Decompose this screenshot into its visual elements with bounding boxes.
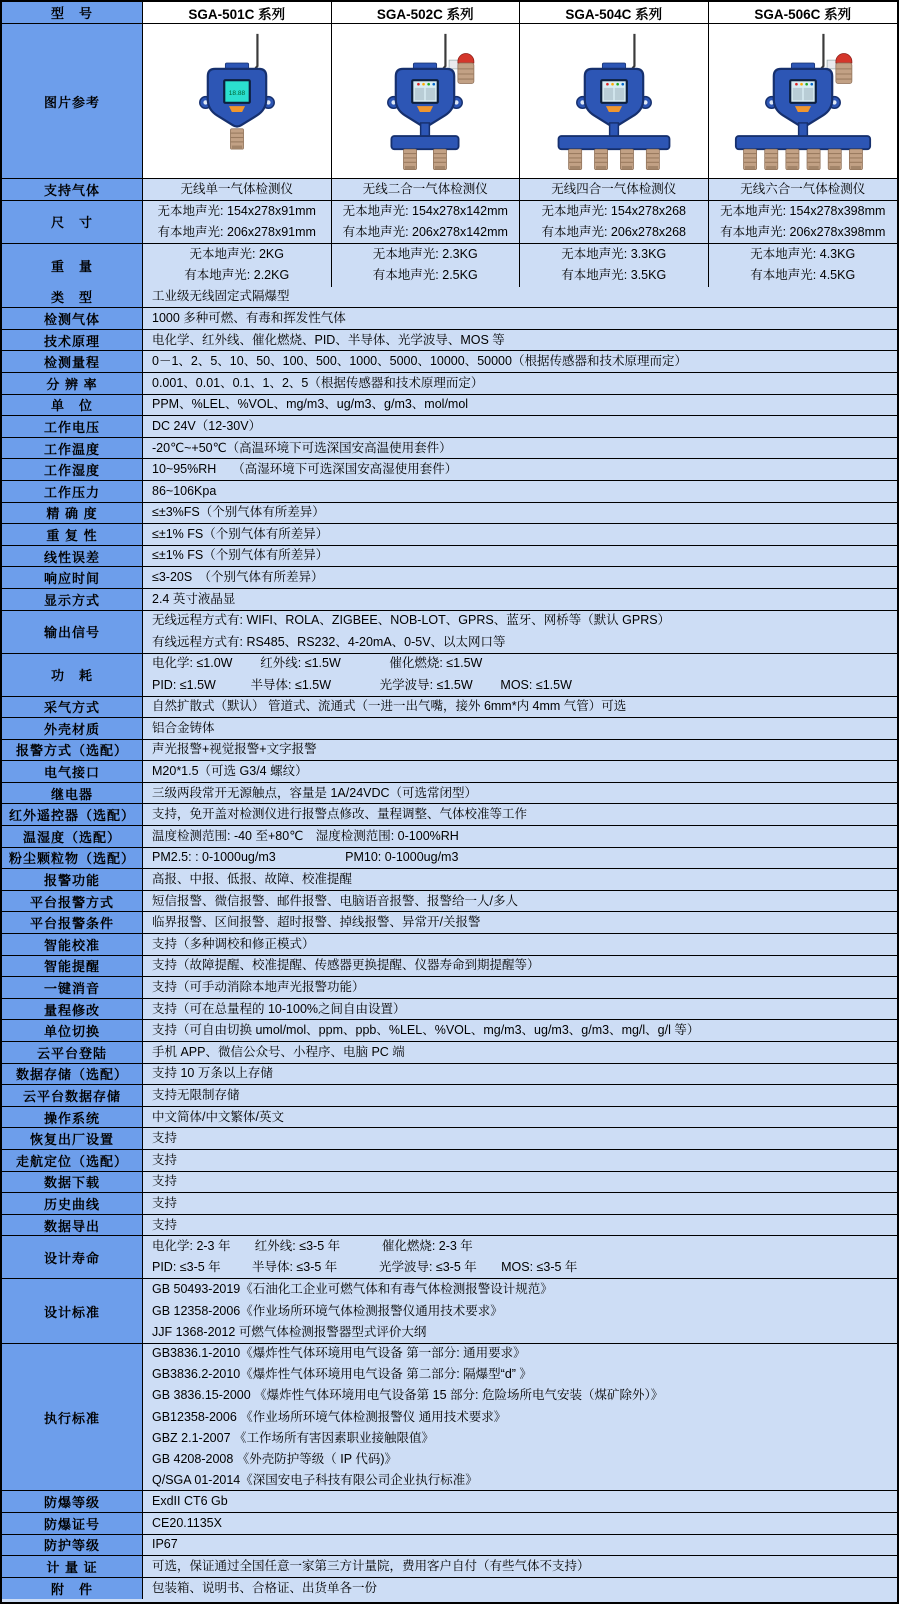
table-row [2, 1236, 897, 1279]
row-value: 无本地声光: 154x278x142mm 有本地声光: 206x278x142mm [332, 201, 521, 243]
gas-detector-illustration [149, 28, 325, 174]
row-label: 智能提醒 [2, 956, 143, 977]
row-value: IP67 [143, 1535, 897, 1556]
table-row [2, 546, 897, 568]
table-row [2, 179, 897, 201]
row-label: 防爆等级 [2, 1491, 143, 1512]
table-row [2, 740, 897, 762]
table-row [2, 330, 897, 352]
row-value: 临界报警、区间报警、超时报警、掉线报警、异常开/关报警 [143, 912, 897, 933]
row-value: 可选，保证通过全国任意一家第三方计量院，费用客户自付（有些气体不支持） [143, 1556, 897, 1577]
row-value: 声光报警+视觉报警+文字报警 [143, 740, 897, 761]
table-row [2, 395, 897, 417]
row-label: 执行标准 [2, 1344, 143, 1491]
table-row [2, 1344, 897, 1492]
row-label: 防护等级 [2, 1535, 143, 1556]
table-row [2, 956, 897, 978]
row-value: 支持 [143, 1150, 897, 1171]
row-label: 工作电压 [2, 416, 143, 437]
table-row [2, 611, 897, 654]
table-row [2, 697, 897, 719]
header-model-sga506c: SGA-506C 系列 [709, 2, 898, 23]
table-row [2, 589, 897, 611]
table-row [2, 999, 897, 1021]
row-value: ExdII CT6 Gb [143, 1491, 897, 1512]
row-label: 工作湿度 [2, 459, 143, 480]
row-value: GB3836.1-2010《爆炸性气体环境用电气设备 第一部分: 通用要求》 GB3836.2-2010《爆炸性气体环境用电气设备 第二部分: 隔爆型“d” 》 GB 3836.15-2000 《爆炸性气体环境用电气设备第 15 部分: 危险场所电气安装（煤矿除外）》 GB12358-2006 《作业场所环境气体检测报警仪 通用技术要求》 GBZ 2.1-2007 《工作场所有害因素职业接触限值》 GB 4208-2008 《外壳防护等级（ IP 代码)》 Q/SGA 01-2014《深国安电子科技有限公司企业执行标准》 [143, 1344, 897, 1491]
row-value: 工业级无线固定式隔爆型 [143, 287, 897, 308]
row-value: 包装箱、说明书、合格证、出货单各一份 [143, 1578, 897, 1600]
row-label: 云平台登陆 [2, 1042, 143, 1063]
row-value: 0.001、0.01、0.1、1、2、5（根据传感器和技术原理而定） [143, 373, 897, 394]
row-value: ≤±1% FS（个别气体有所差异） [143, 524, 897, 545]
row-label: 线性误差 [2, 546, 143, 567]
row-value: 电化学、红外线、催化燃烧、PID、半导体、光学波导、MOS 等 [143, 330, 897, 351]
table-row [2, 934, 897, 956]
row-label: 云平台数据存储 [2, 1085, 143, 1106]
row-value: PPM、%LEL、%VOL、mg/m3、ug/m3、g/m3、mol/mol [143, 395, 897, 416]
table-row [2, 912, 897, 934]
row-label: 报警方式（选配） [2, 740, 143, 761]
table-row [2, 1085, 897, 1107]
gas-detector-illustration [337, 28, 513, 174]
row-label: 设计标准 [2, 1279, 143, 1343]
row-label: 智能校准 [2, 934, 143, 955]
row-value: 三级两段常开无源触点，容量是 1A/24VDC（可选常闭型） [143, 783, 897, 804]
table-row [2, 783, 897, 805]
row-label: 历史曲线 [2, 1193, 143, 1214]
row-value: 温度检测范围: -40 至+80℃ 湿度检测范围: 0-100%RH [143, 826, 897, 847]
row-value: 电化学: 2-3 年 红外线: ≤3-5 年 催化燃烧: 2-3 年 PID: ≤3-5 年 半导体: ≤3-5 年 光学波导: ≤3-5 年 MOS: ≤3-5 年 [143, 1236, 897, 1278]
table-row [2, 718, 897, 740]
row-label: 精 确 度 [2, 503, 143, 524]
image-row-label: 图片参考 [2, 24, 143, 178]
table-row [2, 977, 897, 999]
table-row [2, 1042, 897, 1064]
table-row [2, 416, 897, 438]
row-label: 单 位 [2, 395, 143, 416]
row-label: 检测量程 [2, 351, 143, 372]
row-value: 无线四合一气体检测仪 [520, 179, 709, 200]
row-label: 功 耗 [2, 654, 143, 696]
row-label: 工作温度 [2, 438, 143, 459]
table-row [2, 869, 897, 891]
row-label: 操作系统 [2, 1107, 143, 1128]
row-value: 支持 [143, 1172, 897, 1193]
row-label: 分 辨 率 [2, 373, 143, 394]
row-label: 数据存储（选配） [2, 1064, 143, 1085]
row-label: 输出信号 [2, 611, 143, 653]
row-value: 支持无限制存储 [143, 1085, 897, 1106]
row-value: 无本地声光: 2.3KG 有本地声光: 2.5KG [332, 244, 521, 287]
row-value: 支持（可在总量程的 10-100%之间自由设置） [143, 999, 897, 1020]
image-reference-row [2, 24, 897, 179]
gas-detector-illustration [715, 28, 891, 174]
row-label: 继电器 [2, 783, 143, 804]
row-value: 无本地声光: 154x278x91mm 有本地声光: 206x278x91mm [143, 201, 332, 243]
row-label: 计 量 证 [2, 1556, 143, 1577]
row-label: 单位切换 [2, 1020, 143, 1041]
table-row [2, 201, 897, 244]
row-value: 支持 [143, 1193, 897, 1214]
device-image-sga501c [143, 24, 332, 178]
table-row [2, 1215, 897, 1237]
svg-text:18.88: 18.88 [228, 90, 245, 98]
row-label: 支持气体 [2, 179, 143, 200]
row-value: GB 50493-2019《石油化工企业可燃气体和有毒气体检测报警设计规范》 GB 12358-2006《作业场所环境气体检测报警仪通用技术要求》 JJF 1368-2012 可燃气体检测报警器型式评价大纲 [143, 1279, 897, 1343]
row-label: 平台报警方式 [2, 891, 143, 912]
row-value: ≤±1% FS（个别气体有所差异） [143, 546, 897, 567]
row-label: 一键消音 [2, 977, 143, 998]
table-row [2, 1107, 897, 1129]
row-label: 设计寿命 [2, 1236, 143, 1278]
row-label: 类 型 [2, 287, 143, 308]
table-row [2, 1064, 897, 1086]
row-label: 附 件 [2, 1578, 143, 1600]
row-value: 支持，免开盖对检测仪进行报警点修改、量程调整、气体校准等工作 [143, 804, 897, 825]
row-value: 电化学: ≤1.0W 红外线: ≤1.5W 催化燃烧: ≤1.5W PID: ≤1.5W 半导体: ≤1.5W 光学波导: ≤1.5W MOS: ≤1.5W [143, 654, 897, 696]
table-row [2, 1578, 897, 1600]
table-row [2, 244, 897, 287]
device-image-sga504c [520, 24, 709, 178]
row-label: 恢复出厂设置 [2, 1128, 143, 1149]
row-value: 中文简体/中文繁体/英文 [143, 1107, 897, 1128]
row-value: 短信报警、微信报警、邮件报警、电脑语音报警、报警给一人/多人 [143, 891, 897, 912]
device-image-sga506c [709, 24, 898, 178]
table-row [2, 891, 897, 913]
row-value: 无本地声光: 4.3KG 有本地声光: 4.5KG [709, 244, 898, 287]
table-row [2, 1020, 897, 1042]
row-value: 0－1、2、5、10、50、100、500、1000、5000、10000、50000（根据传感器和技术原理而定） [143, 351, 897, 372]
device-image-sga502c [332, 24, 521, 178]
row-label: 数据下载 [2, 1172, 143, 1193]
table-row [2, 308, 897, 330]
row-label: 防爆证号 [2, 1513, 143, 1534]
row-value: ≤±3%FS（个别气体有所差异） [143, 503, 897, 524]
row-label: 工作压力 [2, 481, 143, 502]
table-row [2, 1535, 897, 1557]
row-label: 报警功能 [2, 869, 143, 890]
row-label: 尺 寸 [2, 201, 143, 243]
row-label: 红外遥控器（选配） [2, 804, 143, 825]
header-model-sga501c: SGA-501C 系列 [143, 2, 332, 23]
row-value: 支持 [143, 1128, 897, 1149]
row-value: M20*1.5（可选 G3/4 螺纹） [143, 761, 897, 782]
table-row [2, 804, 897, 826]
table-row [2, 761, 897, 783]
table-row [2, 567, 897, 589]
table-row [2, 1513, 897, 1535]
row-label: 走航定位（选配） [2, 1150, 143, 1171]
row-value: ≤3-20S （个别气体有所差异） [143, 567, 897, 588]
row-value: CE20.1135X [143, 1513, 897, 1534]
row-value: 铝合金铸体 [143, 718, 897, 739]
row-value: 支持（可自由切换 umol/mol、ppm、ppb、%LEL、%VOL、mg/m3、ug/m3、g/m3、mg/l、g/l 等） [143, 1020, 897, 1041]
row-value: 高报、中报、低报、故障、校准提醒 [143, 869, 897, 890]
row-label: 采气方式 [2, 697, 143, 718]
row-value: 无线单一气体检测仪 [143, 179, 332, 200]
row-value: 支持（故障提醒、校准提醒、传感器更换提醒、仪器寿命到期提醒等） [143, 956, 897, 977]
row-value: PM2.5: : 0-1000ug/m3 PM10: 0-1000ug/m3 [143, 848, 897, 869]
table-row [2, 459, 897, 481]
row-value: 1000 多种可燃、有毒和挥发性气体 [143, 308, 897, 329]
row-value: 无本地声光: 154x278x398mm 有本地声光: 206x278x398mm [709, 201, 898, 243]
row-label: 显示方式 [2, 589, 143, 610]
row-value: 无线六合一气体检测仪 [709, 179, 898, 200]
row-label: 重 量 [2, 244, 143, 287]
row-value: 无本地声光: 3.3KG 有本地声光: 3.5KG [520, 244, 709, 287]
table-row [2, 481, 897, 503]
row-value: 无本地声光: 154x278x268 有本地声光: 206x278x268 [520, 201, 709, 243]
row-label: 电气接口 [2, 761, 143, 782]
table-row [2, 654, 897, 697]
row-value: DC 24V（12-30V） [143, 416, 897, 437]
table-row [2, 1128, 897, 1150]
row-value: 无线远程方式有: WIFI、ROLA、ZIGBEE、NOB-LOT、GPRS、蓝牙、网桥等（默认 GPRS） 有线远程方式有: RS485、RS232、4-20mA、0-5V、以太网口等 [143, 611, 897, 653]
row-label: 响应时间 [2, 567, 143, 588]
table-row [2, 1172, 897, 1194]
row-label: 平台报警条件 [2, 912, 143, 933]
table-row [2, 826, 897, 848]
row-value: 无线二合一气体检测仪 [332, 179, 521, 200]
row-label: 技术原理 [2, 330, 143, 351]
row-label: 量程修改 [2, 999, 143, 1020]
table-row [2, 287, 897, 309]
table-row [2, 1193, 897, 1215]
table-row [2, 373, 897, 395]
row-value: 支持 10 万条以上存储 [143, 1064, 897, 1085]
header-model-label: 型 号 [2, 2, 143, 23]
header-model-sga502c: SGA-502C 系列 [332, 2, 521, 23]
row-value: 支持（多种调校和修正模式） [143, 934, 897, 955]
row-label: 外壳材质 [2, 718, 143, 739]
row-value: 手机 APP、微信公众号、小程序、电脑 PC 端 [143, 1042, 897, 1063]
table-row [2, 503, 897, 525]
table-row [2, 1279, 897, 1344]
row-value: 2.4 英寸液晶显 [143, 589, 897, 610]
row-value: -20℃~+50℃（高温环境下可选深国安高温使用套件） [143, 438, 897, 459]
header-model-sga504c: SGA-504C 系列 [520, 2, 709, 23]
row-label: 数据导出 [2, 1215, 143, 1236]
table-row [2, 524, 897, 546]
row-value: 支持（可手动消除本地声光报警功能） [143, 977, 897, 998]
row-value: 支持 [143, 1215, 897, 1236]
row-label: 重 复 性 [2, 524, 143, 545]
table-row [2, 351, 897, 373]
row-value: 86~106Kpa [143, 481, 897, 502]
row-value: 10~95%RH （高湿环境下可选深国安高湿使用套件） [143, 459, 897, 480]
row-value: 自然扩散式（默认） 管道式、流通式（一进一出气嘴，接外 6mm*内 4mm 气管）可选 [143, 697, 897, 718]
gas-detector-illustration [526, 28, 702, 174]
table-row [2, 1491, 897, 1513]
row-label: 检测气体 [2, 308, 143, 329]
row-value: 无本地声光: 2KG 有本地声光: 2.2KG [143, 244, 332, 287]
row-label: 温湿度（选配） [2, 826, 143, 847]
row-label: 粉尘颗粒物（选配） [2, 848, 143, 869]
table-row [2, 848, 897, 870]
table-row [2, 438, 897, 460]
header-row [2, 2, 897, 24]
table-row [2, 1556, 897, 1578]
table-row [2, 1150, 897, 1172]
